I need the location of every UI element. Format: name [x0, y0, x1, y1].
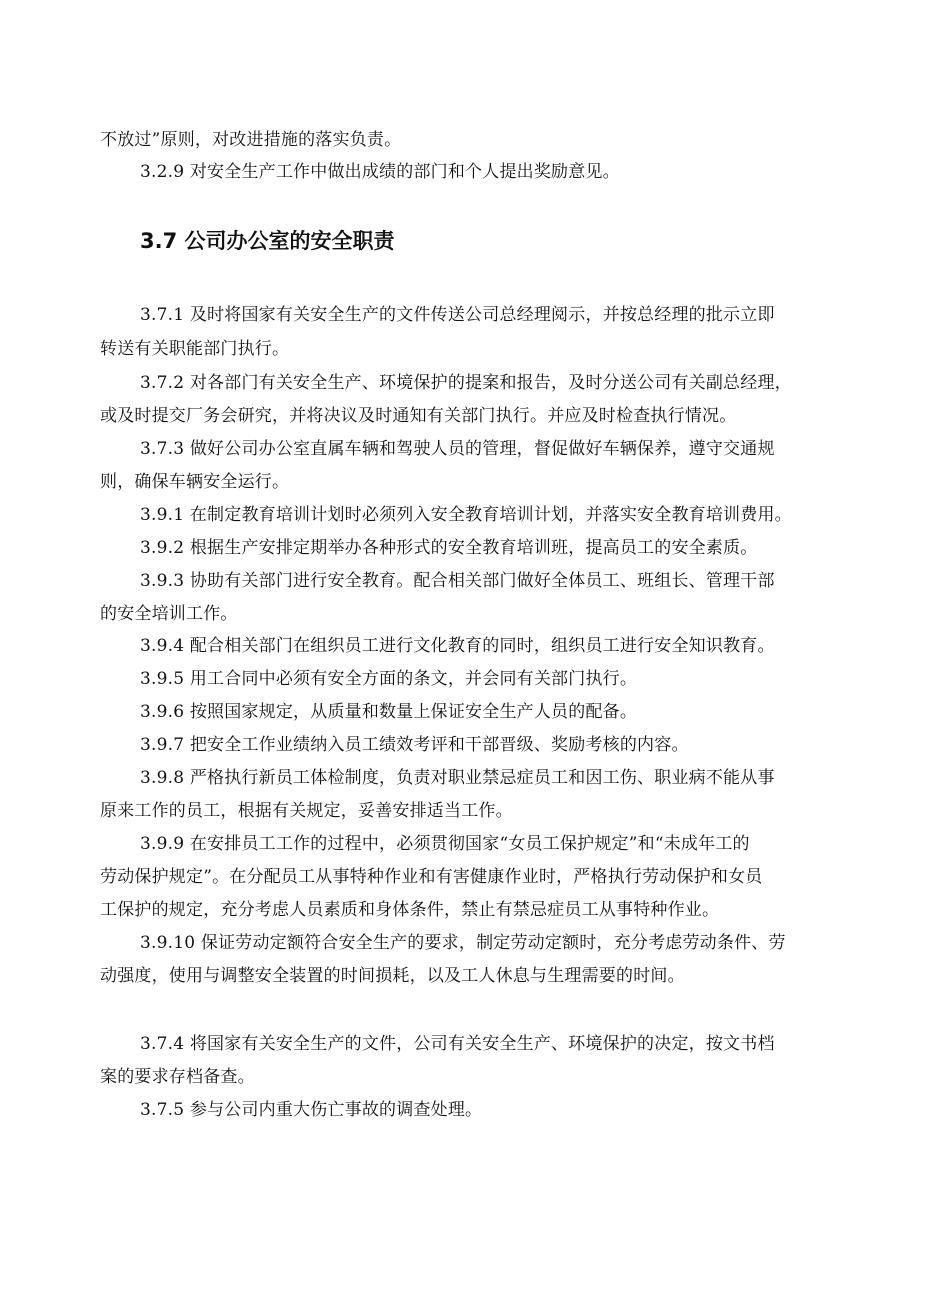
paragraph-line: 3.9.1 在制定教育培训计划时必须列入安全教育培训计划，并落实安全教育培训费用。: [140, 505, 792, 525]
paragraph-line: 3.9.3 协助有关部门进行安全教育。配合相关部门做好全体员工、班组长、管理干部: [140, 571, 775, 591]
paragraph-line: 3.9.2 根据生产安排定期举办各种形式的安全教育培训班，提高员工的安全素质。: [140, 538, 758, 558]
paragraph-line: 3.9.9 在安排员工工作的过程中，必须贯彻国家“女员工保护规定”和“未成年工的: [140, 834, 750, 854]
paragraph-line: 3.7.3 做好公司办公室直属车辆和驾驶人员的管理，督促做好车辆保养，遵守交通规: [140, 439, 775, 459]
paragraph-line: 3.9.6 按照国家规定，从质量和数量上保证安全生产人员的配备。: [140, 702, 638, 722]
paragraph-line: 或及时提交厂务会研究，并将决议及时通知有关部门执行。并应及时检查执行情况。: [100, 406, 737, 426]
paragraph-line: 劳动保护规定”。在分配员工从事特种作业和有害健康作业时，严格执行劳动保护和女员: [100, 867, 763, 887]
paragraph-line: 3.7.2 对各部门有关安全生产、环境保护的提案和报告，及时分送公司有关副总经理，: [140, 373, 792, 393]
paragraph-line: 原来工作的员工，根据有关规定，妥善安排适当工作。: [100, 801, 513, 821]
paragraph-line: 动强度，使用与调整安全装置的时间损耗，以及工人休息与生理需要的时间。: [100, 966, 685, 986]
paragraph-line: 3.9.7 把安全工作业绩纳入员工绩效考评和干部晋级、奖励考核的内容。: [140, 735, 689, 755]
paragraph-line: 案的要求存档备查。: [100, 1067, 255, 1087]
paragraph-line: 3.2.9 对安全生产工作中做出成绩的部门和个人提出奖励意见。: [140, 162, 620, 182]
paragraph-line: 3.9.10 保证劳动定额符合安全生产的要求，制定劳动定额时，充分考虑劳动条件、劳: [140, 933, 786, 953]
paragraph-line: 的安全培训工作。: [100, 604, 238, 624]
paragraph-line: 3.9.4 配合相关部门在组织员工进行文化教育的同时，组织员工进行安全知识教育。: [140, 636, 775, 656]
paragraph-line: 3.9.5 用工合同中必须有安全方面的条文，并会同有关部门执行。: [140, 669, 638, 689]
paragraph-line: 3.7.4 将国家有关安全生产的文件，公司有关安全生产、环境保护的决定，按文书档: [140, 1034, 775, 1054]
paragraph-line: 则，确保车辆安全运行。: [100, 472, 290, 492]
paragraph-line: 3.7.5 参与公司内重大伤亡事故的调查处理。: [140, 1100, 483, 1120]
paragraph-line: 工保护的规定，充分考虑人员素质和身体条件，禁止有禁忌症员工从事特种作业。: [100, 900, 720, 920]
paragraph-line: 转送有关职能部门执行。: [100, 339, 290, 359]
paragraph-line: 3.7.1 及时将国家有关安全生产的文件传送公司总经理阅示，并按总经理的批示立即: [140, 305, 775, 325]
section-heading: 3.7 公司办公室的安全职责: [140, 229, 395, 253]
paragraph-line: 3.9.8 严格执行新员工体检制度，负责对职业禁忌症员工和因工伤、职业病不能从事: [140, 768, 775, 788]
paragraph-line: 不放过”原则，对改进措施的落实负责。: [100, 130, 402, 150]
